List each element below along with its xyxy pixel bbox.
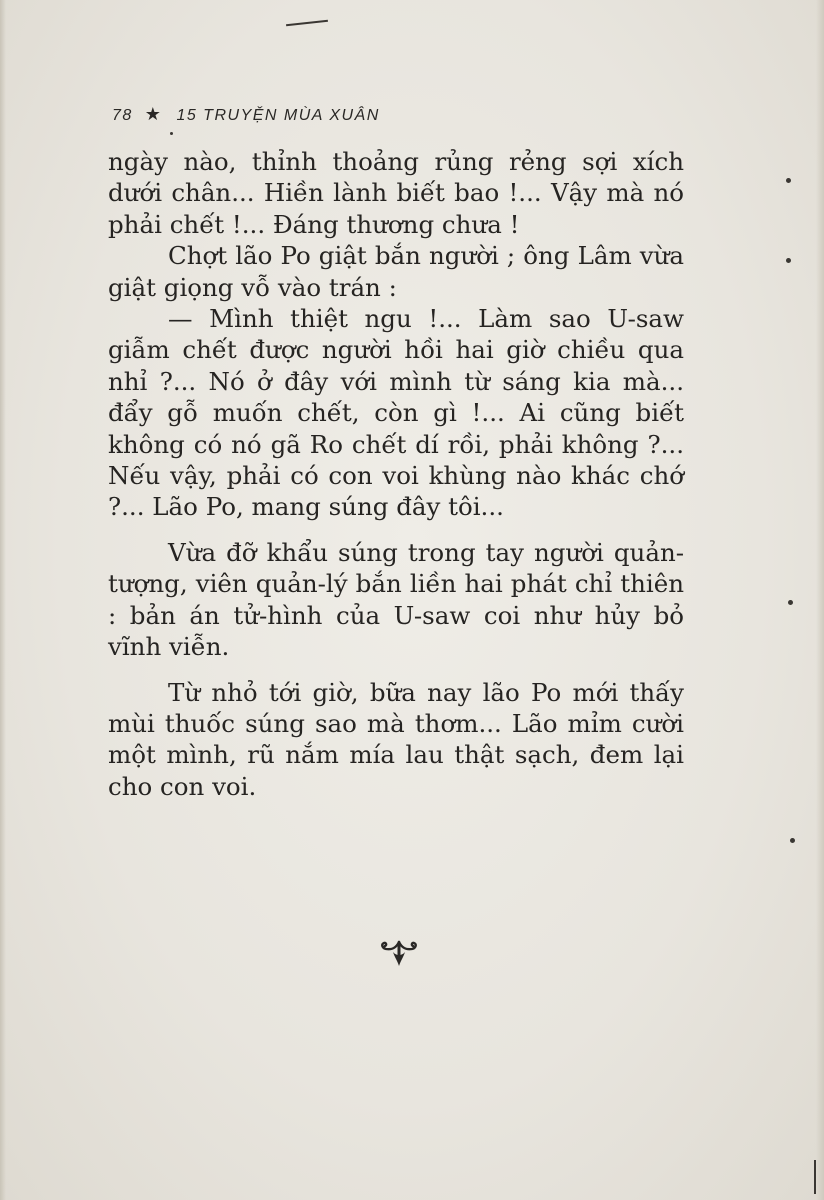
page-edge-left bbox=[0, 0, 6, 1200]
ink-speck bbox=[790, 838, 795, 843]
ink-speck bbox=[786, 178, 791, 183]
body-text bbox=[108, 146, 684, 802]
book-title: 15 TRUYỆN MÙA XUÂN bbox=[176, 107, 380, 124]
paragraph: Chợt lão Po giật bắn người ; ông Lâm vừa giật giọng vỗ vào trán : bbox=[108, 241, 684, 302]
paragraph: — Mình thiệt ngu !... Làm sao U-saw giẫm chết được người hồi hai giờ chiều qua nhỉ ?... Nó ở đây với mình từ sáng kia mà... đẩy gỗ muốn chết, còn gì !... Ai cũng biết không có nó gã Ro chết dí rồi, phải không ?... Nếu vậy, phải có con voi khùng nào khác chớ ?... Lão Po, mang súng đây tôi... bbox=[108, 304, 684, 522]
paragraph: Vừa đỡ khẩu súng trong tay người quản-tượng, viên quản-lý bắn liền hai phát chỉ thiên : bản án tử-hình của U-saw coi như hủy bỏ vĩnh viễn. bbox=[108, 537, 684, 662]
ink-speck bbox=[786, 258, 791, 263]
ink-mark-top bbox=[286, 20, 328, 26]
paragraph: ngày nào, thỉnh thoảng rủng rẻng sợi xích dưới chân... Hiền lành biết bao !... Vậy mà nó phải chết !... Đáng thương chưa ! bbox=[108, 147, 684, 239]
fleuron-icon bbox=[378, 938, 420, 970]
ink-speck bbox=[788, 600, 793, 605]
ink-mark-bottom bbox=[814, 1160, 816, 1194]
page-number: 78 bbox=[112, 107, 133, 124]
ink-speck bbox=[170, 132, 173, 135]
star-icon: ★ bbox=[144, 104, 163, 124]
paragraph: Từ nhỏ tới giờ, bữa nay lão Po mới thấy mùi thuốc súng sao mà thơm... Lão mỉm cười một mình, rũ nắm mía lau thật sạch, đem lại cho con voi. bbox=[108, 677, 684, 801]
running-header bbox=[112, 104, 380, 125]
page-edge-right bbox=[816, 0, 824, 1200]
